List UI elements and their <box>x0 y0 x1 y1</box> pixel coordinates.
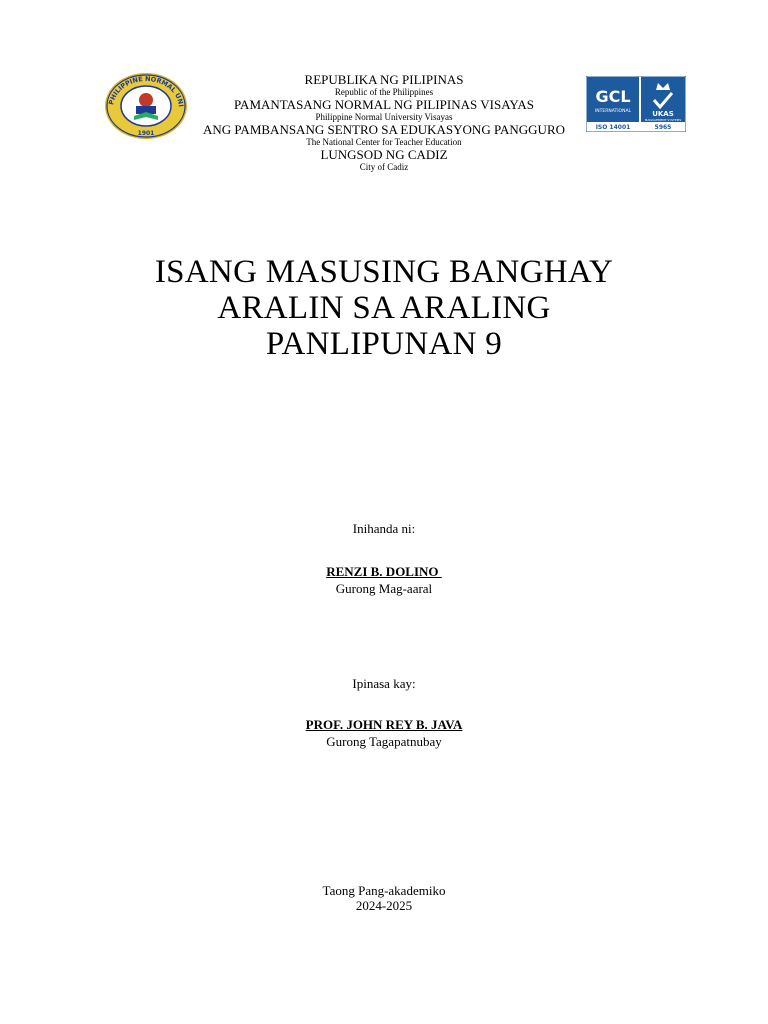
iso-label: ISO 14001 <box>595 124 631 131</box>
title-line-1: ISANG MASUSING BANGHAY <box>154 254 614 290</box>
title-line-2: ARALIN SA ARALING <box>217 290 551 326</box>
university-subheading: Philippine Normal University Visayas <box>315 112 453 122</box>
preparer-name: RENZI B. DOLINO <box>326 564 442 579</box>
seal-ring-text: PHILIPPINE NORMAL UNI <box>107 74 185 108</box>
gcl-sub: INTERNATIONAL <box>594 109 632 114</box>
submitted-to-section <box>0 676 768 691</box>
ukas-sub: MANAGEMENT SYSTEMS <box>644 118 682 122</box>
academic-year <box>0 883 768 913</box>
cert-number: 5965 <box>654 124 672 131</box>
academic-year-value: 2024-2025 <box>355 898 413 913</box>
gcl-mark: GCL <box>595 87 631 106</box>
city-subheading: City of Cadiz <box>359 162 409 172</box>
center-subheading: The National Center for Teacher Education <box>306 137 462 147</box>
adviser <box>0 716 768 749</box>
preparer <box>0 563 768 596</box>
letterhead <box>0 72 768 172</box>
adviser-name: PROF. JOHN REY B. JAVA <box>305 717 463 732</box>
prepared-by-label: Inihanda ni: <box>352 521 416 536</box>
city-heading: LUNGSOD NG CADIZ <box>320 147 448 162</box>
academic-year-label: Taong Pang-akademiko <box>322 883 446 898</box>
seal-year: 1901 <box>137 130 155 137</box>
document-title <box>0 254 768 362</box>
preparer-role: Gurong Mag-aaral <box>335 581 433 596</box>
republic-heading: REPUBLIKA NG PILIPINAS <box>304 72 464 87</box>
prepared-by-section <box>0 521 768 536</box>
ukas-mark: UKAS <box>652 110 674 118</box>
republic-subheading: Republic of the Philippines <box>334 87 434 97</box>
university-heading: PAMANTASANG NORMAL NG PILIPINAS VISAYAS <box>234 97 534 112</box>
title-line-3: PANLIPUNAN 9 <box>265 326 503 362</box>
adviser-role: Gurong Tagapatnubay <box>326 734 442 749</box>
center-heading: ANG PAMBANSANG SENTRO SA EDUKASYONG PANGGURO <box>202 122 565 137</box>
submitted-to-label: Ipinasa kay: <box>352 676 416 691</box>
